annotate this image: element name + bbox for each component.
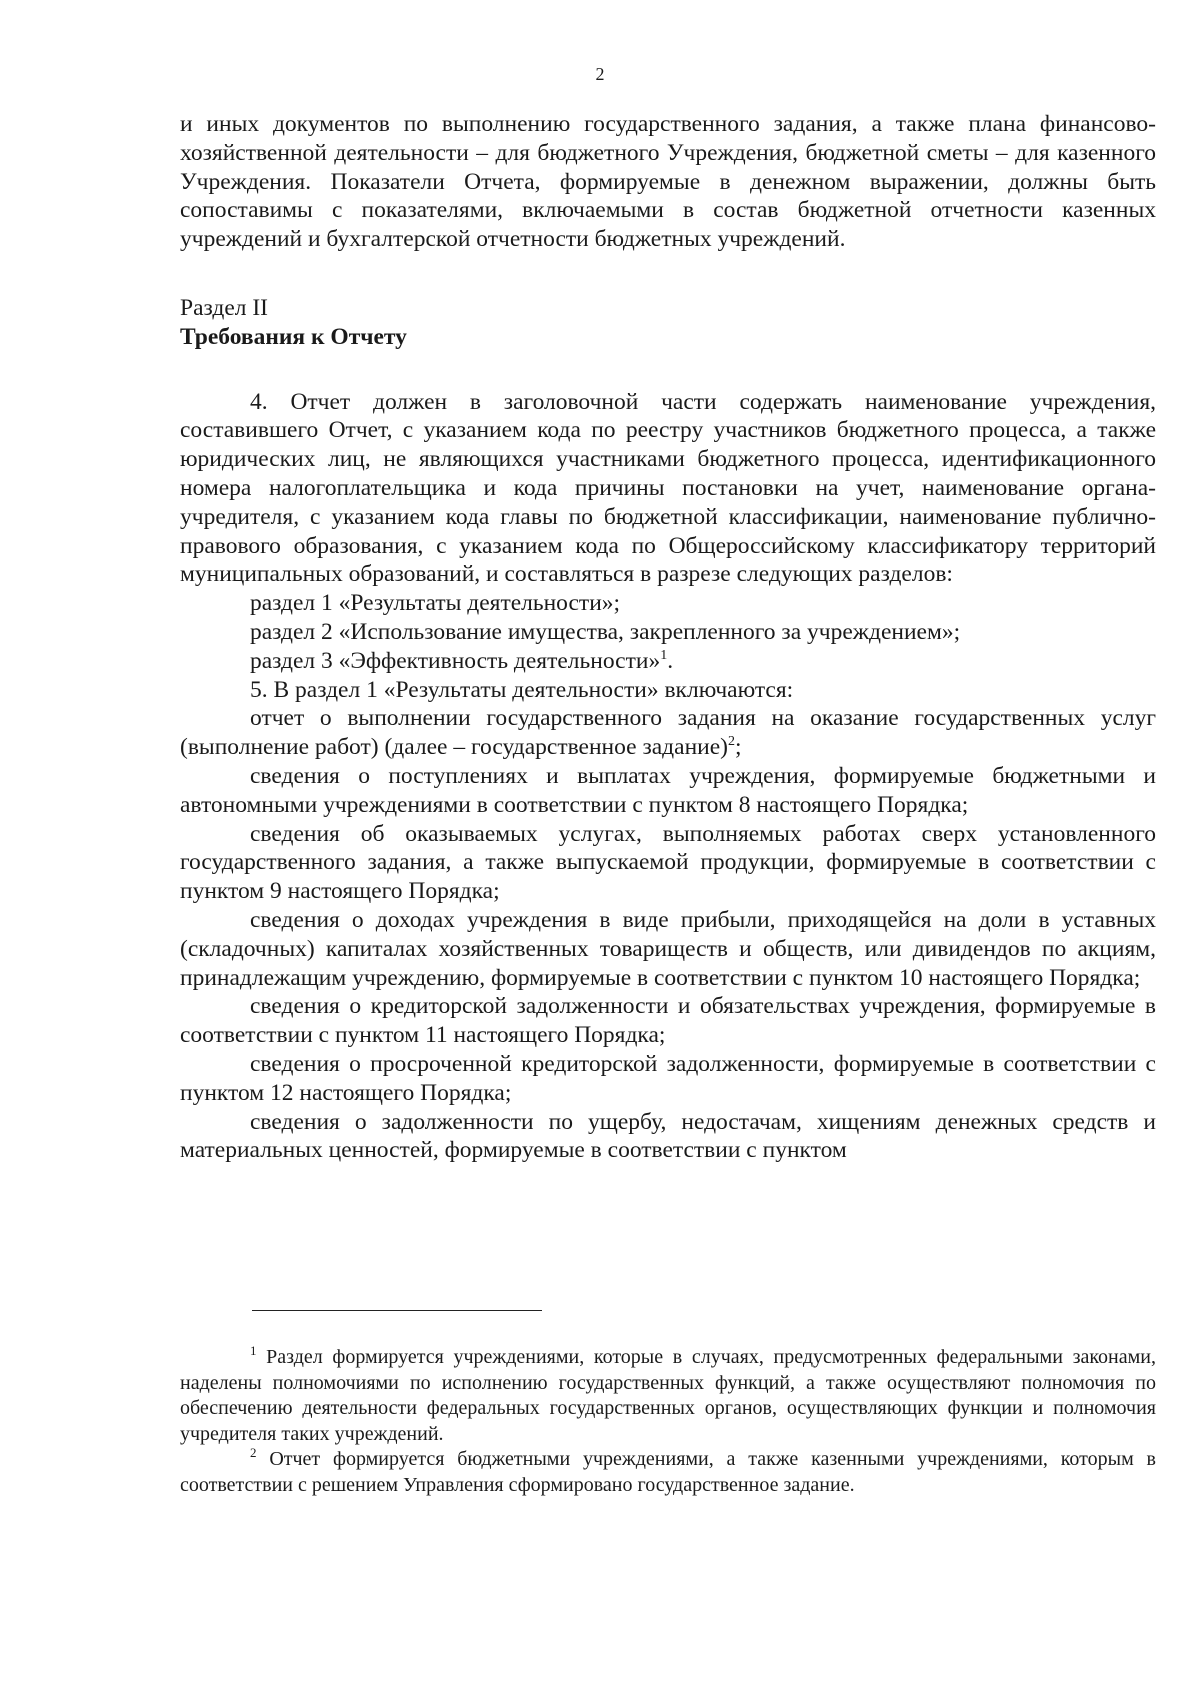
section-list-item-1: раздел 1 «Результаты деятельности»; — [250, 590, 621, 617]
footnote-2 — [180, 1447, 1156, 1498]
paragraph-5-intro: 5. В раздел 1 «Результаты деятельности» включаются: — [250, 676, 794, 703]
section-list-item-2: раздел 2 «Использование имущества, закрепленного за учреждением»; — [250, 618, 961, 645]
footnote-1 — [180, 1345, 1156, 1447]
page-number: 2 — [595, 64, 605, 84]
paragraph-5-item-3: сведения об оказываемых услугах, выполняемых работах сверх установленного государственного задания, а также выпускаемой продукции, формируемые в соответствии с пунктом 9 настоящего Порядка; — [180, 820, 1156, 905]
section-list-item-3-text: раздел 3 «Эффективность деятельности» — [250, 647, 661, 674]
paragraph-5-item-1 — [180, 704, 1156, 762]
footnote-2-mark: 2 — [250, 1445, 257, 1461]
paragraph-4: 4. Отчет должен в заголовочной части содержать наименование учреждения, составившего Отчет, с указанием кода по реестру участников бюджетного процесса, а также юридических лиц, не являющихся участниками бюджетного процесса, идентификационного номера налогоплательщика и кода причины постановки на учет, наименование органа-учредителя, с указанием кода главы по бюджетной классификации, наименование публично-правового образования, с указанием кода по Общероссийскому классификатору территорий муниципальных образований, и составляться в разрезе следующих разделов: — [180, 388, 1156, 588]
paragraph-5-item-5: сведения о кредиторской задолженности и обязательствах учреждения, формируемые в соответствии с пунктом 11 настоящего Порядка; — [180, 993, 1156, 1049]
section-title: Требования к Отчету — [180, 323, 407, 350]
section-list-item-3-end: . — [667, 647, 674, 674]
paragraph-5-item-1-text: отчет о выполнении государственного задания на оказание государственных услуг (выполнение работ) (далее – государственное задание) — [180, 705, 1156, 761]
paragraph-5-item-2: сведения о поступлениях и выплатах учреждения, формируемые бюджетными и автономными учреждениями в соответствии с пунктом 8 настоящего Порядка; — [180, 762, 1156, 818]
body-text — [180, 110, 1156, 1165]
footnote-ref-2[interactable]: 2 — [727, 734, 735, 750]
footnote-1-mark: 1 — [250, 1343, 257, 1358]
section-list-item-3 — [180, 647, 1156, 676]
footnote-ref-1[interactable]: 1 — [660, 647, 668, 663]
intro-paragraph: и иных документов по выполнению государственного задания, а также плана финансово-хозяйственной деятельности – для бюджетного Учреждения, бюджетной сметы – для казенного Учреждения. Показатели Отчета, формируемые в денежном выражении, должны быть сопоставимы с показателями, включаемыми в состав бюджетной отчетности казенных учреждений и бухгалтерской отчетности бюджетных учреждений. — [180, 111, 1156, 253]
paragraph-5-item-1-end: ; — [734, 734, 742, 761]
paragraph-5-item-6: сведения о просроченной кредиторской задолженности, формируемые в соответствии с пунктом 12 настоящего Порядка; — [180, 1050, 1156, 1106]
paragraph-5-item-7: сведения о задолженности по ущербу, недостачам, хищениям денежных средств и материальных ценностей, формируемые в соответствии с пунктом — [180, 1108, 1156, 1164]
footnote-2-text: Отчет формируется бюджетными учреждениями, а также казенными учреждениями, которым в соответствии с решением Управления сформировано государственное задание. — [180, 1448, 1156, 1496]
footnotes — [180, 1345, 1156, 1499]
section-label: Раздел II — [180, 294, 268, 321]
footnote-separator — [252, 1310, 542, 1311]
footnote-1-text: Раздел формируется учреждениями, которые в случаях, предусмотренных федеральными законами, наделены полномочиями по исполнению государственных функций, а также осуществляют полномочия по обеспечению деятельности федеральных государственных органов, осуществляющих функции и полномочия учредителя таких учреждений. — [180, 1346, 1156, 1445]
paragraph-5-item-4: сведения о доходах учреждения в виде прибыли, приходящейся на доли в уставных (складочных) капиталах хозяйственных товариществ и обществ, или дивидендов по акциям, принадлежащим учреждению, формируемые в соответствии с пунктом 10 настоящего Порядка; — [180, 906, 1156, 991]
